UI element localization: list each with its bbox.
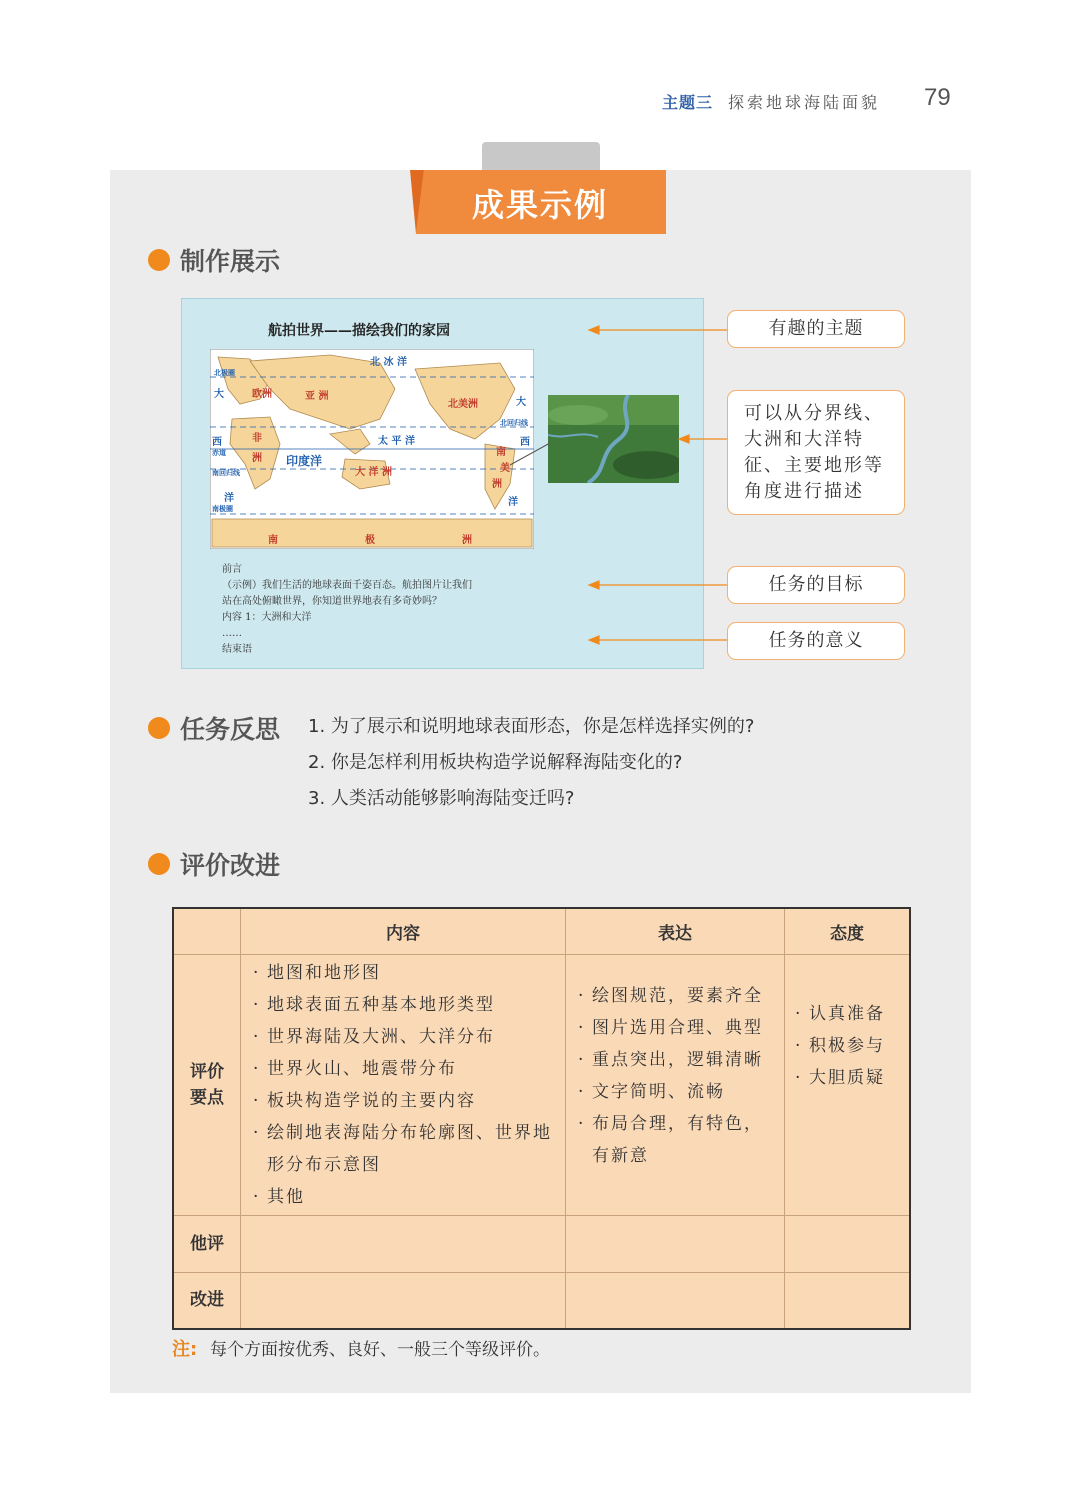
expression-list — [578, 980, 774, 1172]
callout-line: 可以从分界线、 — [744, 403, 884, 424]
callout-goal: 任务的目标 — [727, 566, 905, 604]
list-item: · 世界火山、地震带分布 — [253, 1053, 553, 1085]
callout-description — [727, 390, 905, 515]
evaluation-table — [172, 907, 911, 1330]
question-2: 2. 你是怎样利用板块构造学说解释海陆变化的? — [308, 752, 683, 773]
map-label-antarctica-3: 洲 — [462, 535, 472, 546]
map-label-south-america-3: 洲 — [492, 479, 502, 490]
list-item: · 积极参与 — [795, 1030, 901, 1062]
note-label: 注: — [172, 1339, 198, 1360]
callout-meaning: 任务的意义 — [727, 622, 905, 660]
map-label-south-america-2: 美 — [500, 463, 510, 474]
header-expression: 表达 — [566, 908, 785, 955]
poster-text — [222, 562, 472, 658]
peer-content-cell — [241, 1216, 566, 1273]
theme-label: 主题三 — [662, 93, 714, 112]
list-item: · 文字简明、流畅 — [578, 1076, 774, 1108]
map-label-pacific: 太 平 洋 — [378, 436, 415, 447]
row-label-improve: 改进 — [173, 1273, 241, 1329]
question-1: 1. 为了展示和说明地球表面形态，你是怎样选择实例的? — [308, 716, 755, 737]
header-attitude: 态度 — [785, 908, 911, 955]
bullet-dot-icon — [148, 717, 170, 739]
callout-line: 角度进行描述 — [744, 481, 864, 502]
section-heading-reflection — [148, 710, 280, 746]
world-map — [210, 349, 534, 549]
poster-text-line: 内容 1：大洲和大洋 — [222, 612, 312, 623]
list-item: · 认真准备 — [795, 998, 901, 1030]
bullet-dot-icon — [148, 249, 170, 271]
list-item: · 绘制地表海陆分布轮廓图、世界地形分布示意图 — [253, 1117, 553, 1181]
header-content: 内容 — [241, 908, 566, 955]
list-item: · 重点突出，逻辑清晰 — [578, 1044, 774, 1076]
map-label-tropic-capricorn: 南回归线 — [212, 468, 240, 477]
list-item: · 大胆质疑 — [795, 1062, 901, 1094]
theme-title: 探索地球海陆面貌 — [728, 93, 881, 112]
list-item: · 地图和地形图 — [253, 957, 553, 989]
list-item: · 图片选用合理、典型 — [578, 1012, 774, 1044]
row-label-points — [173, 955, 241, 1216]
peer-expression-cell — [566, 1216, 785, 1273]
map-label-atlantic-right-2: 西 — [520, 437, 530, 448]
callout-arrows — [585, 320, 730, 650]
question-3: 3. 人类活动能够影响海陆变迁吗? — [308, 788, 575, 809]
poster-text-line: 站在高处俯瞰世界，你知道世界地表有多奇妙吗？ — [222, 596, 442, 607]
list-item: · 布局合理，有特色，有新意 — [578, 1108, 774, 1172]
page-number: 79 — [924, 84, 951, 111]
map-label-asia: 亚 洲 — [305, 391, 329, 402]
table-corner — [173, 908, 241, 955]
content-list — [253, 957, 553, 1213]
map-label-atlantic-left-2: 西 — [212, 437, 222, 448]
map-photo-connector — [510, 440, 552, 470]
map-label-europe: 欧洲 — [252, 389, 272, 400]
improve-attitude-cell — [785, 1273, 911, 1329]
bullet-dot-icon — [148, 853, 170, 875]
map-label-atlantic-left-3: 洋 — [224, 493, 234, 504]
section-title: 评价改进 — [180, 851, 281, 880]
map-label-antarctica-1: 南 — [268, 535, 278, 546]
row-label-peer: 他评 — [173, 1216, 241, 1273]
attitude-list — [795, 998, 901, 1094]
poster-text-line: 前言 — [222, 564, 242, 575]
section-title: 制作展示 — [180, 247, 281, 276]
improve-expression-cell — [566, 1273, 785, 1329]
improve-content-cell — [241, 1273, 566, 1329]
map-label-equator: 赤道 — [212, 448, 226, 457]
callout-theme: 有趣的主题 — [727, 310, 905, 348]
map-label-indian-ocean: 印度洋 — [286, 454, 323, 468]
map-label-arctic: 北 冰 洋 — [370, 357, 407, 368]
list-item: · 绘图规范，要素齐全 — [578, 980, 774, 1012]
poster-text-line: 结束语 — [222, 644, 252, 655]
map-label-tropic-cancer: 北回归线 — [500, 418, 528, 427]
section-heading-showcase — [148, 242, 280, 278]
row-label-line: 评价 — [190, 1062, 224, 1082]
callout-line: 大洲和大洋特 — [744, 429, 864, 450]
note-text: 每个方面按优秀、良好、一般三个等级评价。 — [210, 1340, 550, 1360]
map-label-atlantic-right-1: 大 — [516, 397, 526, 408]
map-label-africa: 非 — [252, 433, 262, 444]
banner-title: 成果示例 — [471, 186, 608, 224]
list-item: · 地球表面五种基本地形类型 — [253, 989, 553, 1021]
map-label-south-america: 南 — [496, 447, 506, 458]
map-label-antarctica-2: 极 — [365, 535, 375, 546]
map-label-antarctic-circle: 南极圈 — [212, 504, 233, 513]
content-cell — [241, 955, 566, 1216]
expression-cell — [566, 955, 785, 1216]
list-item: · 世界海陆及大洲、大洋分布 — [253, 1021, 553, 1053]
section-heading-evaluation — [148, 846, 280, 882]
list-item: · 其他 — [253, 1181, 553, 1213]
map-label-oceania: 大 洋 洲 — [355, 467, 392, 478]
attitude-cell — [785, 955, 911, 1216]
map-label-arctic-circle: 北极圈 — [214, 368, 235, 377]
poster-text-line: …… — [222, 628, 242, 639]
peer-attitude-cell — [785, 1216, 911, 1273]
map-label-north-america: 北美洲 — [448, 399, 478, 410]
map-label-africa-2: 洲 — [252, 453, 262, 464]
poster-text-line: （示例）我们生活的地球表面千姿百态。航拍图片让我们 — [222, 580, 472, 591]
section-title: 任务反思 — [180, 715, 281, 744]
row-label-line: 要点 — [190, 1088, 224, 1108]
map-label-atlantic-left-1: 大 — [214, 389, 224, 400]
map-label-atlantic-right-3: 洋 — [508, 497, 518, 508]
callout-line: 征、主要地形等 — [744, 455, 884, 476]
list-item: · 板块构造学说的主要内容 — [253, 1085, 553, 1117]
poster-title: 航拍世界——描绘我们的家园 — [268, 323, 450, 339]
